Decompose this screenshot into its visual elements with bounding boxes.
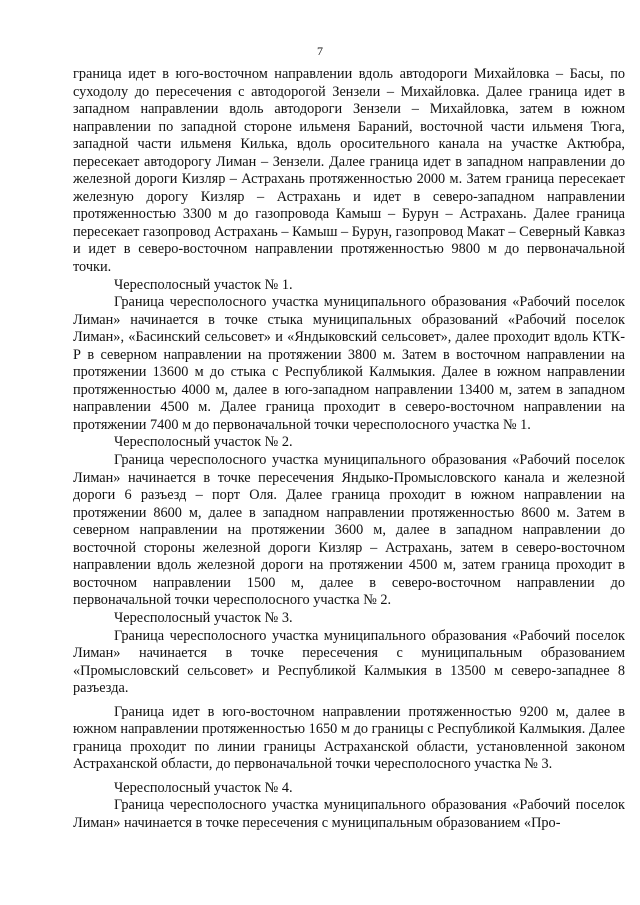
paragraph-plot-3-start: Граница чересполосного участка муниципального образования «Рабочий поселок Лиман» начинается в точке пересечения с муниципальным образованием «Промысловский сельсовет» и Республикой Калмыкия в 13500 м северо-западнее 8 разъезда. (73, 627, 625, 697)
heading-plot-1: Чересполосный участок № 1. (114, 276, 293, 293)
paragraph-plot-3-route: Граница идет в юго-восточном направлении протяженностью 9200 м, далее в южном направлении протяженностью 1650 м до границы с Республикой Калмыкия. Далее граница проходит по линии границы Астраханской области, установленной законом Астраханской области, до первоначальной точки чересполосного участка № 3. (73, 703, 625, 773)
page-number: 7 (317, 44, 323, 58)
paragraph-plot-2: Граница чересполосного участка муниципального образования «Рабочий поселок Лиман» начинается в точке пересечения Яндыко-Промысловского канала и железной дороги 6 разъезд – порт Оля. Далее граница проходит в южном направлении на протяжении 8600 м, далее в западном направлении протяженностью 8600 м. Затем в северном направлении на протяжении 3600 м, далее в западном направлении до восточной стороны железной дороги Кизляр – Астрахань, затем в северо-восточном направлении вдоль железной дороги на протяжении 4500 м, затем граница проходит в восточном направлении 1500 м, далее в северо-восточном направлении до первоначальной точки чересполосного участка № 2. (73, 452, 625, 609)
document-body (73, 66, 625, 833)
paragraph-plot-1: Граница чересполосного участка муниципального образования «Рабочий поселок Лиман» начинается в точке стыка муниципальных образований «Рабочий поселок Лиман», «Басинский сельсовет» и «Яндыковский сельсовет», далее проходит вдоль КТК-Р в северном направлении на протяжении 3800 м. Затем в восточном направлении на протяжении 13600 м до стыка с Республикой Калмыкия. Далее в южном направлении протяженностью 4000 м, далее в юго-западном направлении 13400 м, затем в западном направлении 4500 м. Далее граница проходит в северо-восточном направлении на протяжении 7400 м до первоначальной точки чересполосного участка № 1. (73, 294, 625, 433)
paragraph-intro-continuation: граница идет в юго-восточном направлении вдоль автодороги Михайловка – Басы, по суходолу до пересечения с автодорогой Зензели – Михайловка. Далее граница идет в западном направлении вдоль автодороги Зензели – Михайловка, затем в южном направлении по западной стороне ильменя Бараний, восточной части ильменя Тюга, западной части ильменя Килька, вдоль оросительного канала на участке Актюбра, пересекает автодорогу Лиман – Зензели. Далее граница идет в западном направлении до железной дороги Кизляр – Астрахань протяженностью 2000 м. Затем граница пересекает железную дорогу Кизляр – Астрахань и идет в северо-западном направлении протяженностью 3300 м до газопровода Камыш – Бурун – Астрахань. Далее граница пересекает газопровод Астрахань – Камыш – Бурун, газопровод Макат – Северный Кавказ и идет в северо-восточном направлении протяженностью 9800 м до первоначальной точки. (73, 66, 625, 276)
heading-plot-4: Чересполосный участок № 4. (114, 779, 293, 796)
heading-plot-2: Чересполосный участок № 2. (114, 434, 293, 451)
heading-plot-3: Чересполосный участок № 3. (114, 609, 293, 626)
paragraph-plot-4: Граница чересполосного участка муниципального образования «Рабочий поселок Лиман» начинается в точке пересечения с муниципальным образованием «Про- (73, 797, 625, 831)
